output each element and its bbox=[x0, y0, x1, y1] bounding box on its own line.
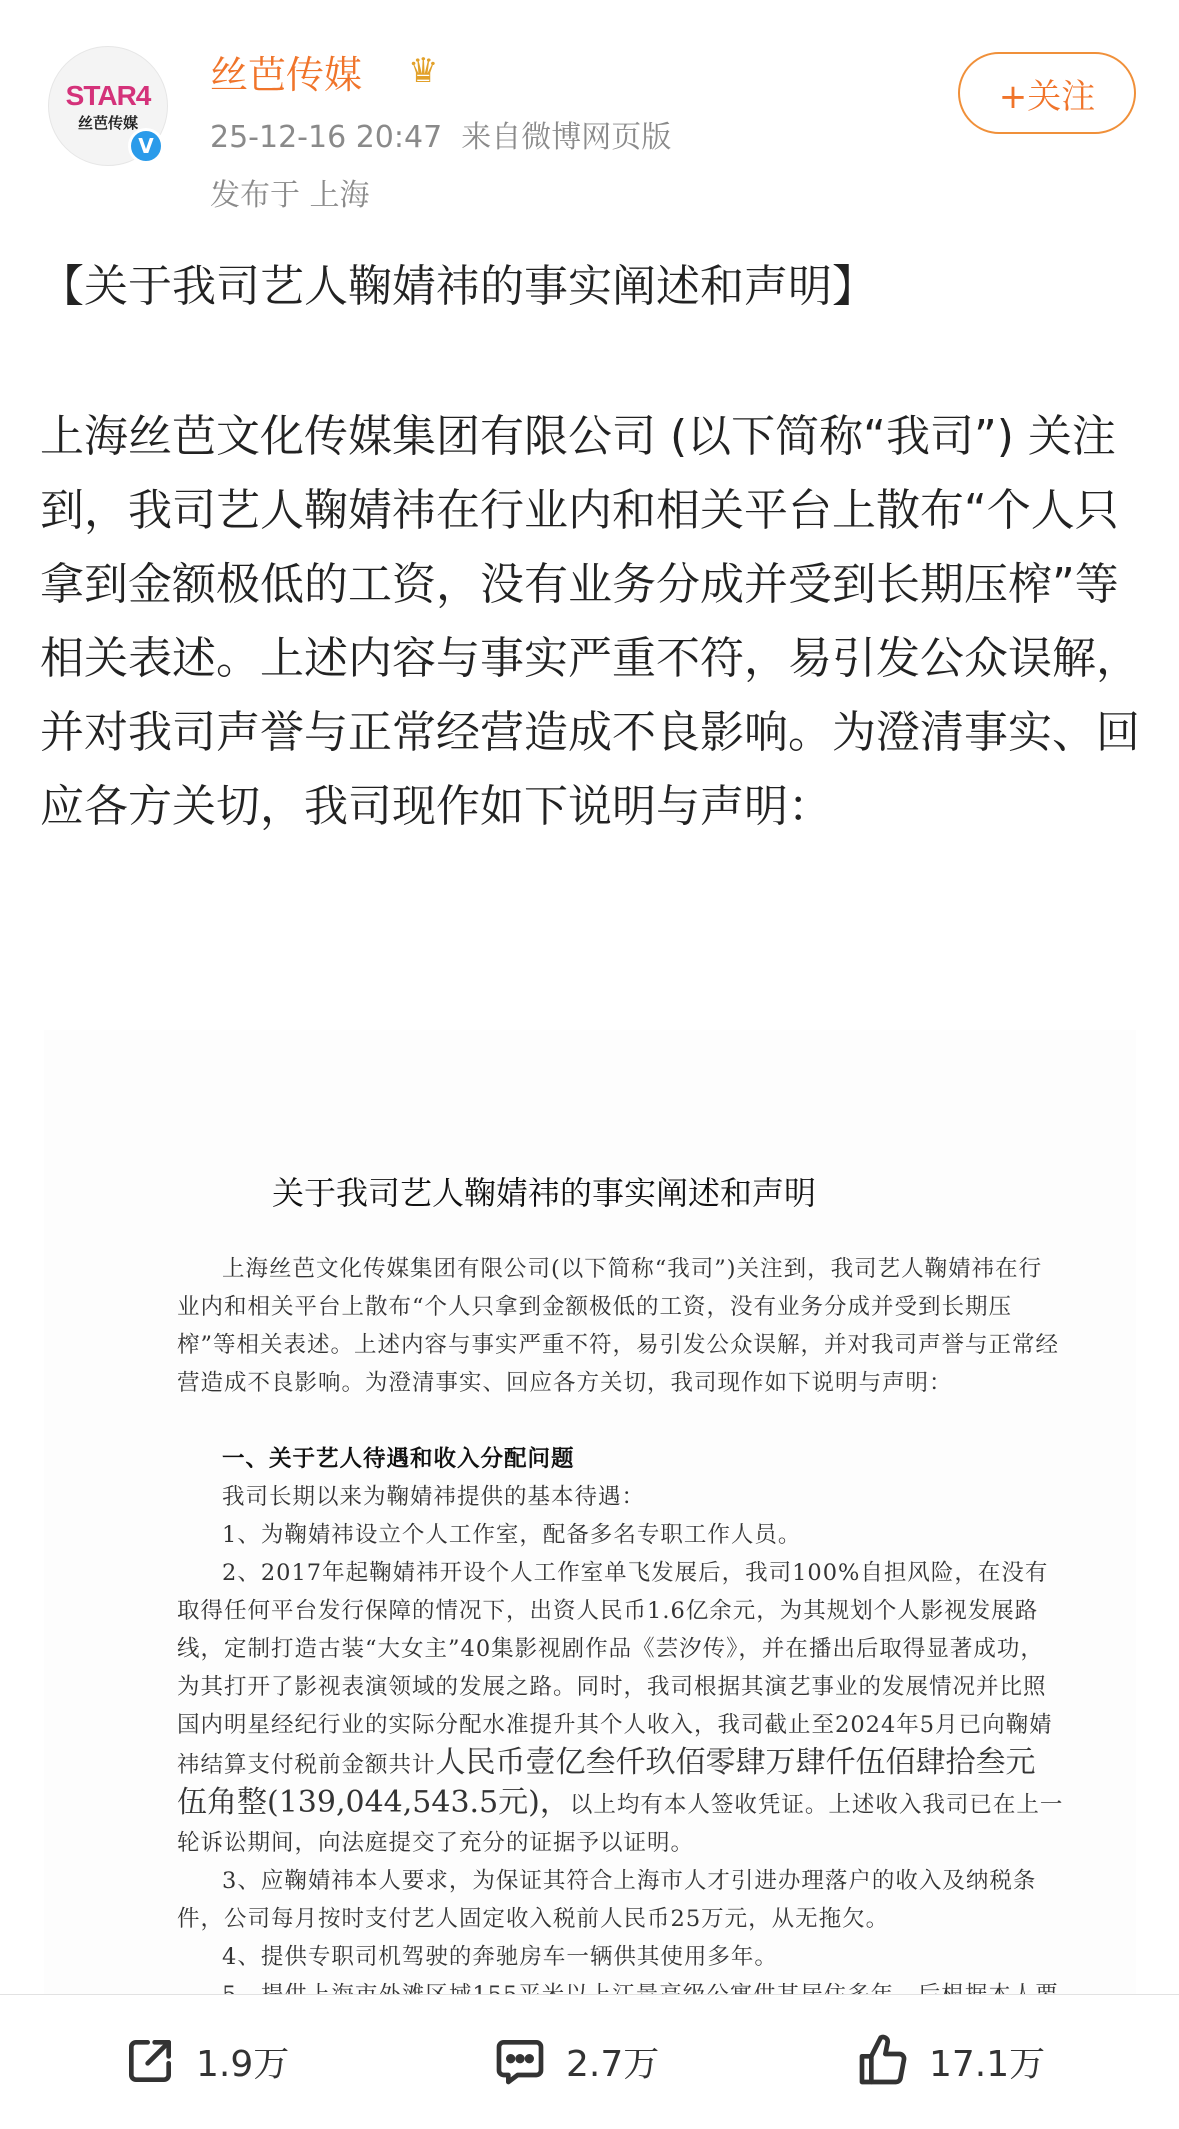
document-lead: 我司长期以来为鞠婧祎提供的基本待遇： bbox=[222, 1484, 646, 1510]
item-2-amount: 人民币壹亿叁仟玖佰零肆万肆仟伍佰肆拾叁元伍角整(139,044,543.5元)， bbox=[177, 1745, 1036, 1820]
document-title: 关于我司艺人鞠婧祎的事实阐述和声明 bbox=[271, 1174, 816, 1212]
document-item-2 bbox=[177, 1554, 1065, 1862]
comment-icon bbox=[492, 2033, 548, 2089]
item-2-proof: 以上均有本人签收凭证。上述收入我司已在上一轮诉讼期间，向法庭提交了充分的证据予以证明。 bbox=[177, 1792, 1064, 1856]
avatar-logo: STAR4 bbox=[65, 79, 151, 111]
share-button[interactable] bbox=[122, 2033, 289, 2089]
document-item-1: 1、为鞠婧祎设立个人工作室，配备多名专职工作人员。 bbox=[222, 1522, 802, 1548]
post-meta bbox=[210, 112, 671, 156]
follow-button[interactable]: +关注 bbox=[958, 52, 1136, 134]
comment-count: 2.7万 bbox=[566, 2043, 660, 2085]
post-source: 来自微博网页版 bbox=[461, 120, 672, 155]
share-count: 1.9万 bbox=[196, 2043, 290, 2085]
share-icon bbox=[122, 2033, 178, 2089]
post-title: 【关于我司艺人鞠婧祎的事实阐述和声明】 bbox=[40, 261, 876, 312]
document-body bbox=[177, 1250, 1065, 2052]
document-item-3: 3、应鞠婧祎本人要求，为保证其符合上海市人才引进办理落户的收入及纳税条件，公司每月按时支付艺人固定收入税前人民币25万元，从无拖欠。 bbox=[177, 1868, 1037, 1932]
crown-badge-icon: ♛ bbox=[408, 51, 439, 91]
item-2-text: 2、2017年起鞠婧祎开设个人工作室单飞发展后，我司100%自担风险，在没有取得任何平台发行保障的情况下，出资人民币1.6亿余元，为其规划个人影视发展路线，定制打造古装“大女主”40集影视剧作品《芸汐传》，并在播出后取得显著成功，为其打开了影视表演领域的发展之路。同时，我司根据其演艺事业的发展情况并比照国内明星经纪行业的实际分配水准提升其个人收入，我司截止至2024年5月已向鞠婧祎结算支付税前金额共计 bbox=[177, 1560, 1053, 1778]
post-body: 上海丝芭文化传媒集团有限公司 (以下简称“我司”) 关注到，我司艺人鞠婧祎在行业内和相关平台上散布“个人只拿到金额极低的工资，没有业务分成并受到长期压榨”等相关表述。上述内容与事实严重不符，易引发公众误解，并对我司声誉与正常经营造成不良影响。为澄清事实、回应各方关切，我司现作如下说明与声明： bbox=[40, 411, 1140, 832]
document-section-heading: 一、关于艺人待遇和收入分配问题 bbox=[222, 1446, 575, 1472]
verified-badge-icon: V bbox=[128, 128, 164, 164]
action-bar bbox=[0, 1994, 1179, 2129]
post-location: 发布于 上海 bbox=[210, 178, 370, 213]
like-count: 17.1万 bbox=[929, 2043, 1046, 2085]
comment-button[interactable] bbox=[492, 2033, 659, 2089]
document-intro: 上海丝芭文化传媒集团有限公司(以下简称“我司”)关注到，我司艺人鞠婧祎在行业内和相关平台上散布“个人只拿到金额极低的工资，没有业务分成并受到长期压榨”等相关表述。上述内容与事实严重不符，易引发公众误解，并对我司声誉与正常经营造成不良影响。为澄清事实、回应各方关切，我司现作如下说明与声明： bbox=[177, 1256, 1060, 1396]
statement-document-image[interactable] bbox=[44, 1030, 1136, 1994]
avatar-logo-subtitle: 丝芭传媒 bbox=[77, 113, 138, 132]
thumbs-up-icon bbox=[855, 2033, 911, 2089]
account-name[interactable]: 丝芭传媒 bbox=[210, 53, 363, 97]
like-button[interactable] bbox=[855, 2033, 1045, 2089]
timestamp: 25-12-16 20:47 bbox=[210, 120, 443, 155]
document-item-4: 4、提供专职司机驾驶的奔驰房车一辆供其使用多年。 bbox=[222, 1944, 778, 1970]
